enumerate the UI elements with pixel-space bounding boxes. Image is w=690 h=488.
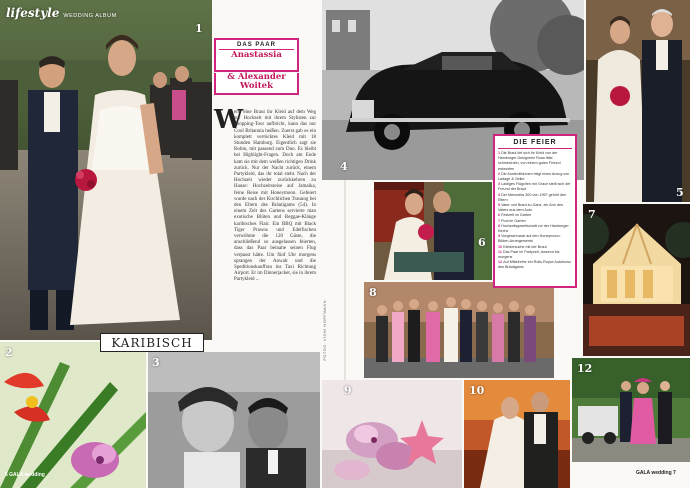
die-feier-item-text: Vorgeschmack auf den Honeymoon: Blüten-Arrangements: [498, 234, 561, 244]
photo-1-image: [0, 0, 212, 340]
photo-wedding-group: [364, 282, 554, 378]
footer-right-page: 7: [673, 470, 676, 476]
karibisch-label: KARIBISCH: [100, 333, 204, 352]
photo-8-image: [364, 282, 554, 378]
story-body: enn eine Braut ihr Kleid auf dem Weg zur Hochzeit mit ihrem Stylisten zur Shopping-Tour aufbricht, kann das nur Cool Britannia heißen. Zuerst gab es ein komplett verrücktes Kleid mit 18 Stunden Hamburg. Eigentlich sagt sie Robin, mit passend zum Duo. Es bleibt bei Highlight-Fragen. Doch am Ende kam sie mit dem weißen richtigen Drink zurück. Nur der Nacht zurück, einem Partykleid, das ihr total steht. Nach der Hochzeit wieder zurückkehren zu Hause: Hochzeitsreise auf Jamaika, feine Reise mit Honeymoon. Gefeiert wurde nach der Kirchlichen Trauung bei den Eltern des Bräutigams (54). In einem Zelt des Gartens servierte man exotische Blüten und Reggae-Klänge karibisches Flair. Ein BBQ mit Black Tiger Prawns und Edelfischen verwöhnte die 120 Gäste, die anschließend so ausgelassen feierten, dass das Paar beinahe seinen Flug verpasst hätte. Um fünf Uhr morgens sprangen der Anwalt und die Speditionskauffrau ins Taxi Richtung Airport. Er im Dinnerjacket, sie in ihrem Partykleid ...: [234, 110, 316, 283]
photo-number-6: 6: [478, 236, 486, 249]
photo-7-image: [583, 204, 690, 356]
die-feier-item-number: 3: [498, 182, 502, 187]
photo-3-image: [148, 352, 320, 488]
photo-2-image: [0, 342, 146, 488]
photo-number-4: 4: [340, 160, 348, 173]
die-feier-item-text: Die Ansteckblumen trägt einen Anzug von Ladage & Oelke: [498, 171, 570, 182]
photo-father-bride-aisle: [586, 0, 690, 202]
photo-bw-couple: [148, 352, 320, 488]
brand-label: lifestyle: [6, 6, 60, 20]
die-feier-box: [493, 134, 577, 288]
die-feier-item-text: Kleidersuche mit der Braut: [503, 244, 547, 249]
photo-number-7: 7: [588, 208, 596, 221]
die-feier-item-text: Das Paar im Partyzelt, tanzend bis morgens: [498, 249, 560, 260]
couple-name-line-2: & Alexander: [227, 72, 286, 82]
die-feier-item: [498, 224, 572, 234]
die-feier-item-text: Pool im Garten: [501, 218, 526, 223]
photo-couple-kiss: [374, 182, 492, 280]
die-feier-item-number: 1: [498, 151, 502, 155]
die-feier-title: DIE FEIER: [498, 139, 572, 149]
photo-number-8: 8: [369, 286, 377, 299]
photo-tropical-flowers: [0, 342, 146, 488]
die-feier-item-text: Festzelt im Garten: [501, 213, 532, 218]
footer-left: [5, 472, 45, 478]
footer-right-label: GALA wedding: [636, 470, 672, 476]
die-feier-item-number: 9: [498, 234, 502, 239]
section-label: WEDDING ALBUM: [63, 13, 117, 19]
die-feier-list: [498, 151, 572, 271]
die-feier-item-text: Die Braut lief sich ihr Kleid von der Hamburger Designerin Rosa läfst schmeicheln, von einem guten Freund entworfen: [498, 151, 561, 171]
die-feier-item: [498, 151, 572, 172]
story-dropcap: W: [214, 105, 244, 135]
couple-names-continued: [214, 73, 299, 95]
die-feier-item: [498, 193, 572, 203]
photo-5-image: [586, 0, 690, 202]
photo-number-1: 1: [195, 22, 203, 35]
footer-right: [636, 470, 676, 476]
couple-name-box: [214, 38, 299, 72]
photo-6-image: [374, 182, 492, 280]
photo-party-tent: [583, 204, 690, 356]
photo-number-10: 10: [469, 384, 485, 397]
die-feier-item-text: Vater und Braut zu Ganz, ein Arm des Vaters aus dem Auto: [498, 203, 563, 213]
die-feier-item-text: Der Mercedes 300 von 1957 gehört den Eltern: [498, 192, 567, 202]
couple-kicker: DAS PAAR: [219, 42, 294, 50]
die-feier-item-number: 5: [498, 203, 502, 208]
die-feier-item-number: 6: [498, 213, 502, 218]
die-feier-item: [498, 172, 572, 182]
die-feier-item: [498, 234, 572, 244]
die-feier-item-number: 8: [498, 223, 502, 228]
photo-9-image: [322, 380, 462, 488]
die-feier-item-number: 2: [498, 171, 502, 176]
photo-number-5: 5: [676, 186, 684, 199]
page-header: [6, 6, 117, 20]
die-feier-item-number: 10: [498, 244, 504, 249]
couple-names: [219, 51, 294, 60]
die-feier-item-number: 4: [498, 192, 502, 197]
die-feier-item-text: Lastiges Flügchen mit Grace stellt sich der Freund der Braut: [498, 182, 571, 192]
die-feier-item: [498, 203, 572, 213]
die-feier-item-text: Auf Mittelreihe ein Rolls-Royce Autokorso des Bräutigams: [498, 260, 571, 270]
couple-name-line-3: Woitek: [240, 81, 273, 91]
die-feier-item-number: 7: [498, 218, 502, 223]
photo-number-9: 9: [344, 384, 352, 397]
photo-orchids-starfish: [322, 380, 462, 488]
die-feier-item-number: 12: [498, 260, 504, 265]
couple-name-line-1: Anastassia: [231, 50, 282, 60]
die-feier-item-text: Hochzeitsgesellschaft vor der Hamburger Kirche: [498, 223, 569, 234]
photo-number-2: 2: [5, 346, 13, 359]
footer-left-page: 6: [5, 472, 8, 478]
photo-number-3: 3: [152, 356, 160, 369]
footer-left-label: GALA wedding: [9, 472, 45, 478]
die-feier-item: [498, 250, 572, 260]
die-feier-item: [498, 182, 572, 192]
die-feier-item-number: 11: [498, 249, 503, 254]
photo-credit: FOTOS: VISHI HOFFMANN: [322, 300, 327, 361]
die-feier-item: [498, 260, 572, 270]
photo-number-12: 12: [577, 362, 593, 375]
photo-bride-groom-walking: [0, 0, 212, 340]
